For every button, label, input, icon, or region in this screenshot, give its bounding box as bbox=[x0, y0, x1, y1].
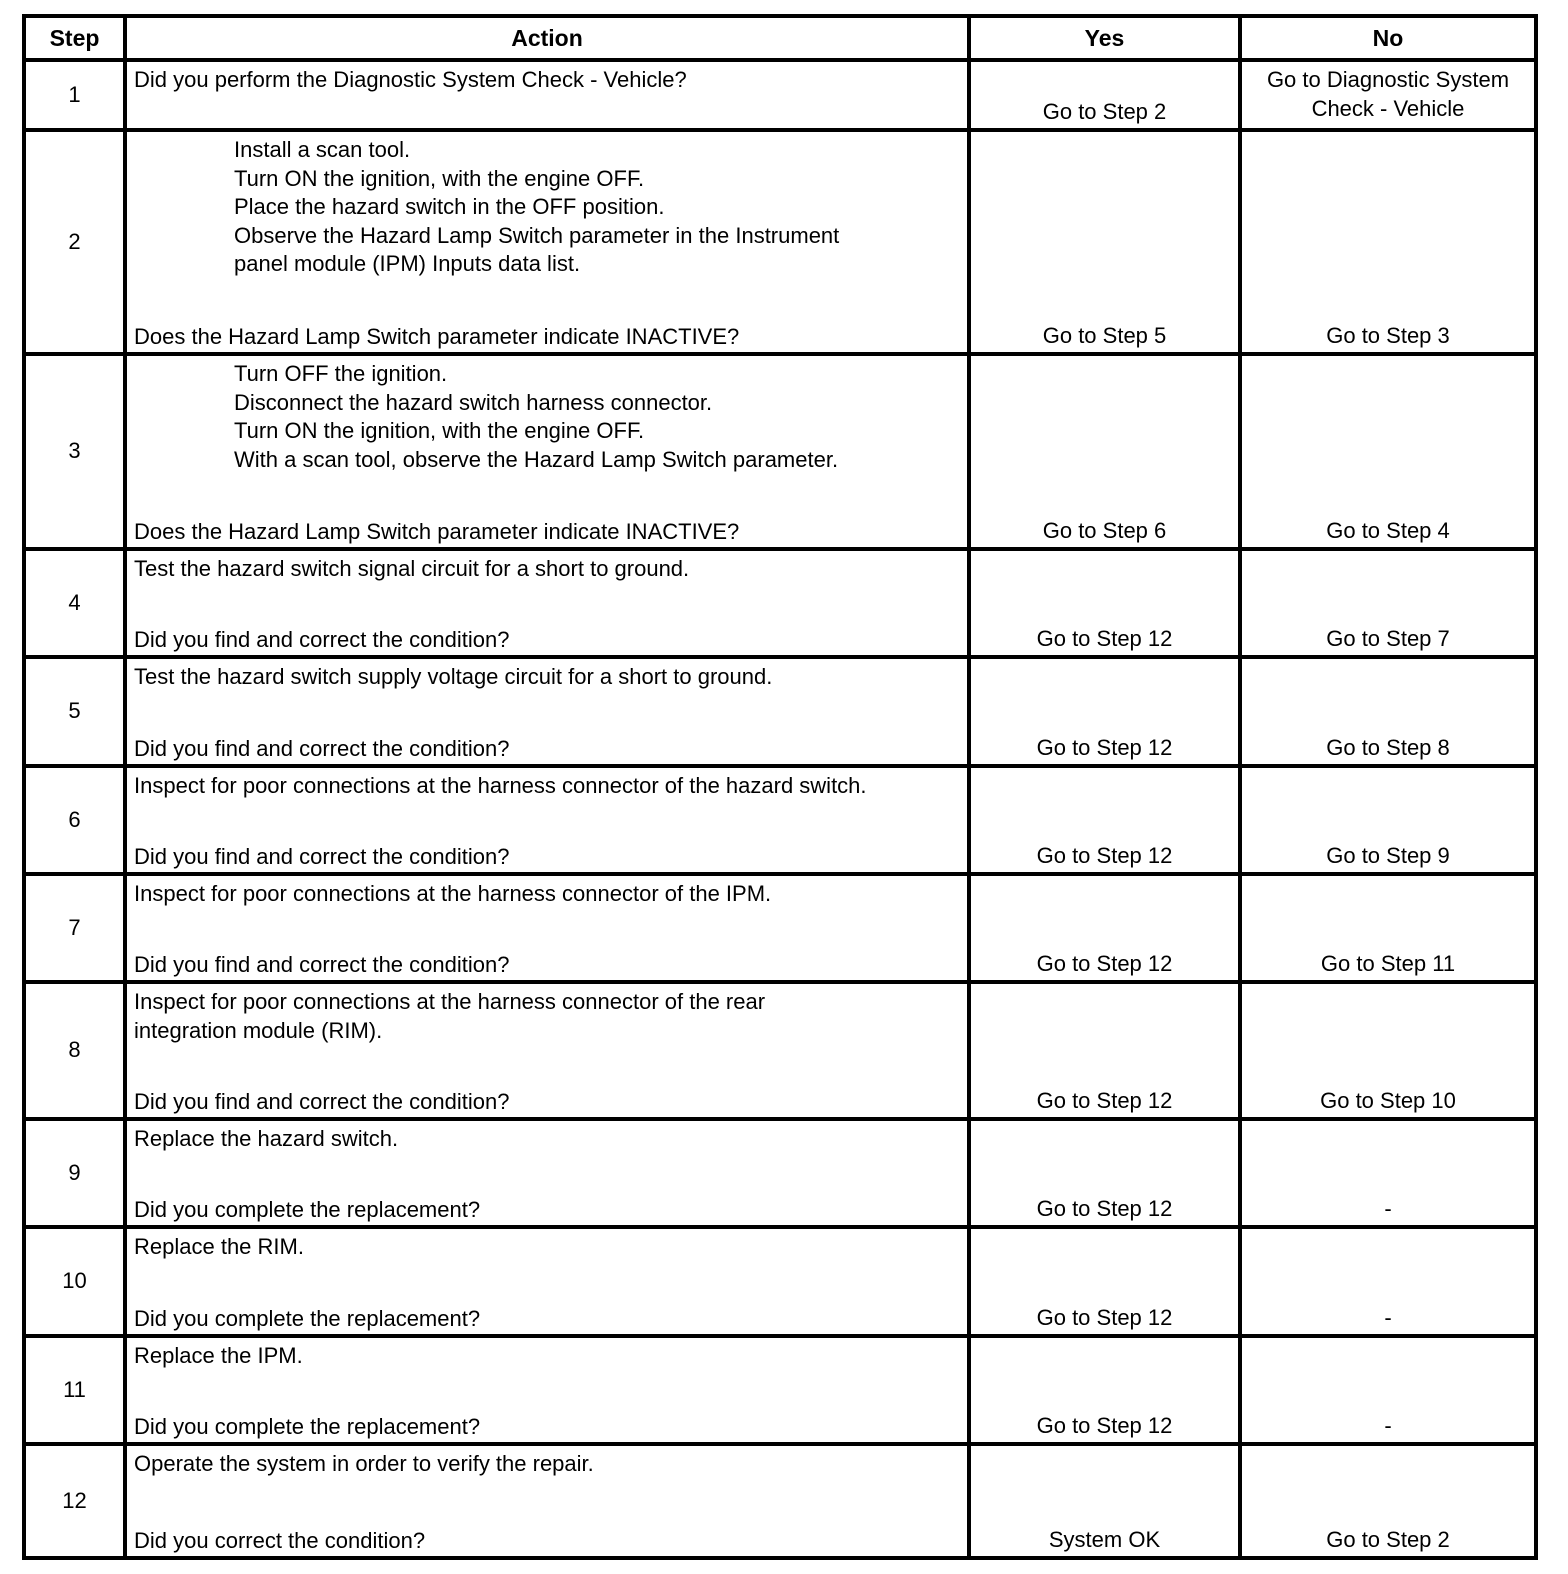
instruction-item: Observe the Hazard Lamp Switch parameter in the Instrument bbox=[234, 222, 840, 248]
yes-cell: Go to Step 6 bbox=[969, 354, 1240, 549]
no-cell: Go to Step 2 bbox=[1240, 1444, 1536, 1558]
action-question: Did you find and correct the condition? bbox=[134, 843, 510, 869]
table-row bbox=[24, 130, 1536, 354]
step-number: 9 bbox=[24, 1119, 125, 1227]
action-text: Inspect for poor connections at the harness connector of the hazard switch. bbox=[134, 773, 867, 798]
action-cell bbox=[125, 549, 969, 657]
no-cell: - bbox=[1240, 1227, 1536, 1336]
action-cell bbox=[125, 1227, 969, 1336]
no-cell: Go to Step 9 bbox=[1240, 766, 1536, 874]
action-text-line: integration module (RIM). bbox=[134, 1017, 383, 1043]
yes-cell: Go to Step 12 bbox=[969, 1336, 1240, 1444]
instruction-item: With a scan tool, observe the Hazard Lamp Switch parameter. bbox=[234, 446, 839, 472]
no-text-line: Check - Vehicle bbox=[1311, 95, 1465, 121]
step-number: 2 bbox=[24, 130, 125, 354]
yes-cell: Go to Step 12 bbox=[969, 657, 1240, 766]
instruction-item: Turn ON the ignition, with the engine OFF. bbox=[234, 418, 645, 443]
yes-cell: Go to Step 12 bbox=[969, 874, 1240, 982]
instruction-item: panel module (IPM) Inputs data list. bbox=[234, 251, 581, 276]
action-question: Did you complete the replacement? bbox=[134, 1305, 481, 1331]
step-number: 4 bbox=[24, 549, 125, 657]
action-cell bbox=[125, 1444, 969, 1558]
instruction-list bbox=[134, 360, 962, 474]
action-cell bbox=[125, 60, 969, 130]
action-text: Inspect for poor connections at the harness connector of the IPM. bbox=[134, 881, 772, 906]
action-question: Did you find and correct the condition? bbox=[134, 951, 510, 977]
table-row bbox=[24, 1227, 1536, 1336]
table-row bbox=[24, 874, 1536, 982]
yes-cell: Go to Step 5 bbox=[969, 130, 1240, 354]
yes-cell: Go to Step 12 bbox=[969, 1227, 1240, 1336]
action-text: Did you perform the Diagnostic System Check - Vehicle? bbox=[134, 67, 687, 92]
instruction-item: Install a scan tool. bbox=[234, 137, 411, 162]
action-cell bbox=[125, 1119, 969, 1227]
no-cell: Go to Step 7 bbox=[1240, 549, 1536, 657]
action-question: Did you find and correct the condition? bbox=[134, 626, 510, 652]
yes-cell: System OK bbox=[969, 1444, 1240, 1558]
step-number: 11 bbox=[24, 1336, 125, 1444]
no-cell: Go to Step 3 bbox=[1240, 130, 1536, 354]
instruction-item: Turn OFF the ignition. bbox=[234, 361, 448, 386]
table-row bbox=[24, 354, 1536, 549]
diagnostic-table bbox=[22, 14, 1538, 1560]
action-cell bbox=[125, 354, 969, 549]
table-row bbox=[24, 657, 1536, 766]
no-cell: Go to Step 11 bbox=[1240, 874, 1536, 982]
step-number: 6 bbox=[24, 766, 125, 874]
action-question: Did you complete the replacement? bbox=[134, 1413, 481, 1439]
step-number: 8 bbox=[24, 982, 125, 1119]
action-cell bbox=[125, 130, 969, 354]
no-cell: - bbox=[1240, 1119, 1536, 1227]
action-question: Did you correct the condition? bbox=[134, 1527, 426, 1553]
action-question: Did you complete the replacement? bbox=[134, 1196, 481, 1222]
action-header: Action bbox=[125, 16, 969, 60]
action-cell bbox=[125, 982, 969, 1119]
action-question: Did you find and correct the condition? bbox=[134, 735, 510, 761]
action-cell bbox=[125, 1336, 969, 1444]
no-cell bbox=[1240, 60, 1536, 130]
instruction-list bbox=[134, 136, 962, 279]
action-question: Did you find and correct the condition? bbox=[134, 1088, 510, 1114]
action-text: Test the hazard switch supply voltage circuit for a short to ground. bbox=[134, 664, 773, 689]
table-row bbox=[24, 982, 1536, 1119]
instruction-item: Turn ON the ignition, with the engine OFF. bbox=[234, 165, 645, 191]
yes-header: Yes bbox=[969, 16, 1240, 60]
no-cell: Go to Step 4 bbox=[1240, 354, 1536, 549]
action-cell bbox=[125, 874, 969, 982]
table-row bbox=[24, 1336, 1536, 1444]
action-text: Test the hazard switch signal circuit for a short to ground. bbox=[134, 556, 690, 581]
table-row bbox=[24, 60, 1536, 130]
step-number: 10 bbox=[24, 1227, 125, 1336]
action-cell bbox=[125, 657, 969, 766]
table-row bbox=[24, 1444, 1536, 1558]
action-question: Does the Hazard Lamp Switch parameter indicate INACTIVE? bbox=[134, 518, 740, 544]
action-question: Does the Hazard Lamp Switch parameter indicate INACTIVE? bbox=[134, 323, 740, 349]
step-number: 1 bbox=[24, 60, 125, 130]
action-text: Replace the RIM. bbox=[134, 1234, 304, 1259]
yes-cell: Go to Step 2 bbox=[969, 60, 1240, 130]
action-text: Replace the hazard switch. bbox=[134, 1126, 399, 1151]
step-number: 5 bbox=[24, 657, 125, 766]
no-header: No bbox=[1240, 16, 1536, 60]
header-row bbox=[24, 16, 1536, 60]
yes-cell: Go to Step 12 bbox=[969, 1119, 1240, 1227]
no-cell: Go to Step 10 bbox=[1240, 982, 1536, 1119]
no-cell: Go to Step 8 bbox=[1240, 657, 1536, 766]
instruction-item: Place the hazard switch in the OFF position. bbox=[234, 194, 665, 219]
step-number: 3 bbox=[24, 354, 125, 549]
yes-cell: Go to Step 12 bbox=[969, 766, 1240, 874]
no-cell: - bbox=[1240, 1336, 1536, 1444]
step-number: 7 bbox=[24, 874, 125, 982]
table-row bbox=[24, 1119, 1536, 1227]
step-number: 12 bbox=[24, 1444, 125, 1558]
action-text: Replace the IPM. bbox=[134, 1343, 303, 1368]
instruction-item: Disconnect the hazard switch harness connector. bbox=[234, 389, 713, 415]
yes-cell: Go to Step 12 bbox=[969, 549, 1240, 657]
no-text-line: Go to Diagnostic System bbox=[1266, 67, 1510, 92]
table-row bbox=[24, 766, 1536, 874]
step-header: Step bbox=[24, 16, 125, 60]
action-text: Operate the system in order to verify the repair. bbox=[134, 1451, 594, 1476]
action-text-line: Inspect for poor connections at the harness connector of the rear bbox=[134, 989, 766, 1014]
action-cell bbox=[125, 766, 969, 874]
table-row bbox=[24, 549, 1536, 657]
yes-cell: Go to Step 12 bbox=[969, 982, 1240, 1119]
